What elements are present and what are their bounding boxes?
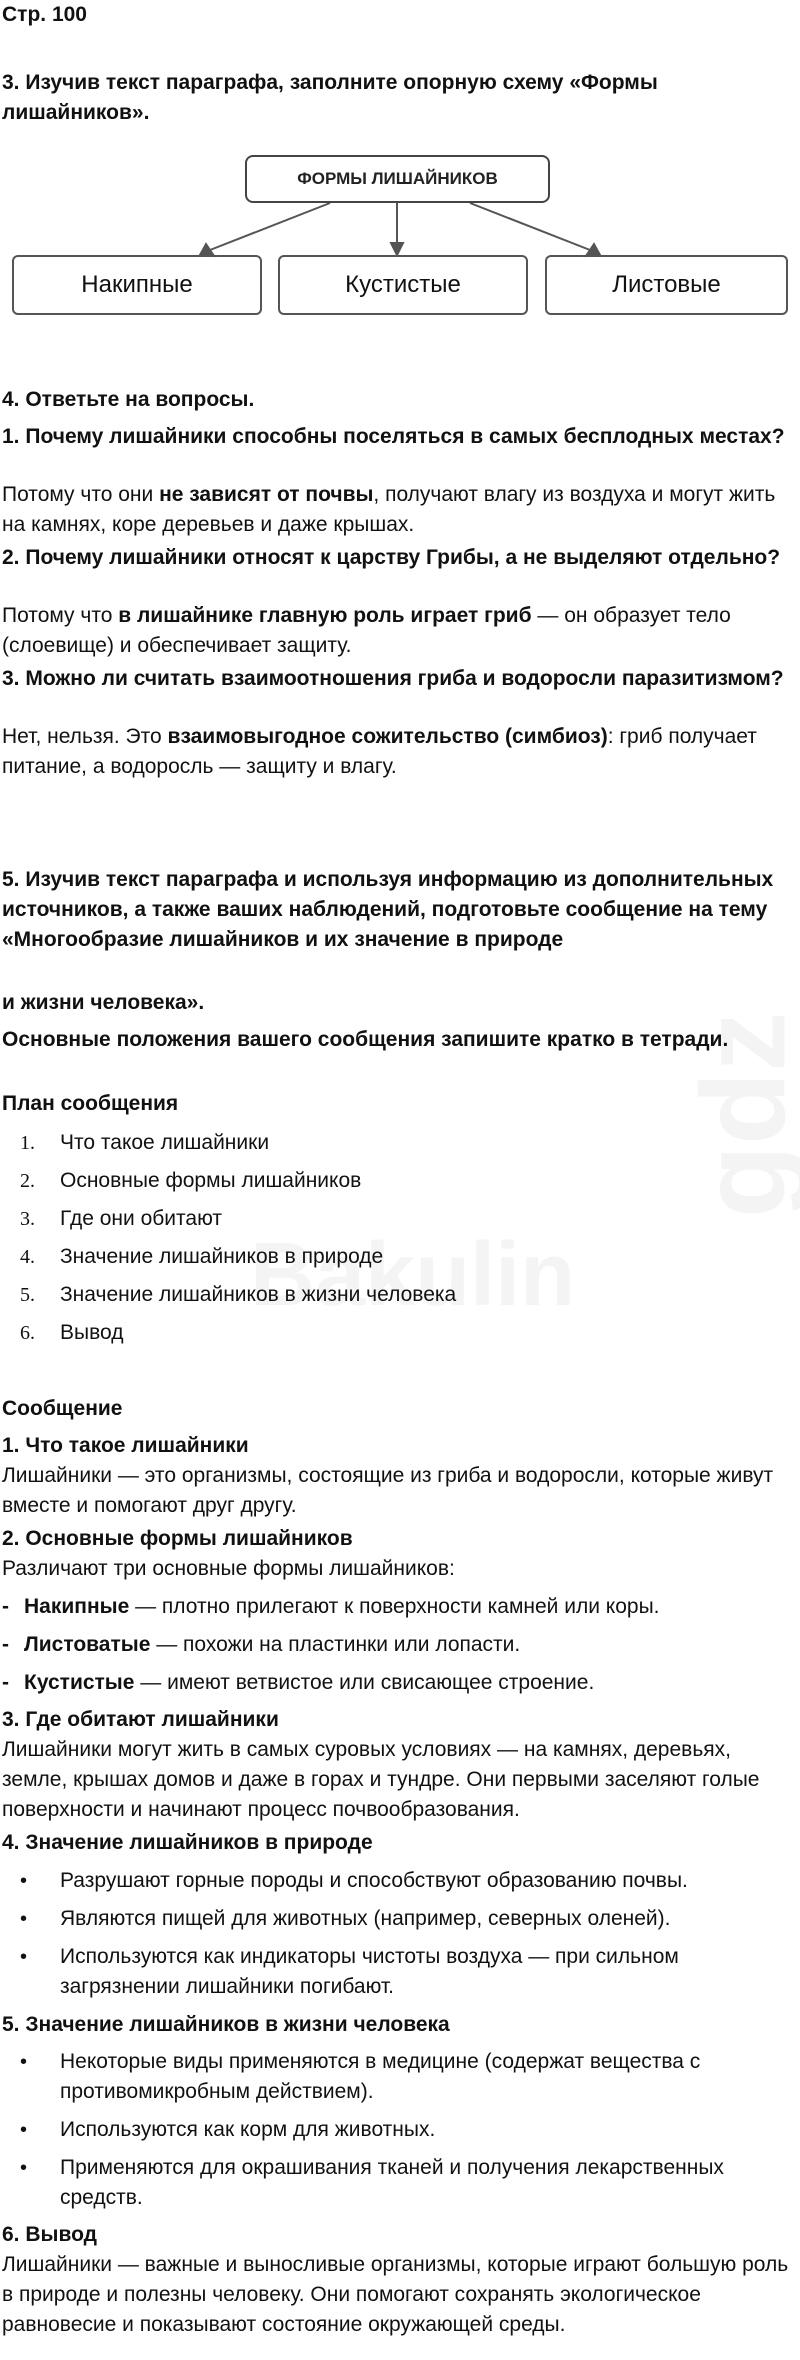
section-text: Лишайники — важные и выносливые организмы, которые играют большую роль в природе и полезны человеку. Они помогают сохранять экологическое равновесие и показывают состояние окружающей среды.	[2, 2253, 789, 2336]
question: 3. Можно ли считать взаимоотношения гриба и водоросли паразитизмом?	[2, 667, 784, 690]
page-label: Стр. 100	[2, 3, 87, 26]
message-title: Сообщение	[2, 1397, 123, 1420]
section-title: 2. Основные формы лишайников	[2, 1527, 353, 1550]
scheme-child: Листовые	[545, 255, 788, 315]
section-text: Лишайники могут жить в самых суровых условиях — на камнях, деревьях, земле, крышах домов и даже в горах и тундре. Они первыми заселяют голые поверхности и начинают процесс почвообразования.	[2, 1738, 760, 1821]
plan-list	[0, 1124, 790, 1352]
scheme-child: Накипные	[12, 255, 262, 315]
task5-heading: 5. Изучив текст параграфа и используя информацию из дополнительных источников, а также ваших наблюдений, подготовьте сообщение на тему «Многообразие лишайников и их значение в природе	[2, 868, 774, 951]
task4-heading: 4. Ответьте на вопросы.	[2, 388, 255, 411]
question: 2. Почему лишайники относят к царству Грибы, а не выделяют отдельно?	[2, 546, 781, 569]
list-item: 5. Значение лишайников в жизни человека	[20, 1283, 457, 1306]
scheme-root: ФОРМЫ ЛИШАЙНИКОВ	[245, 155, 550, 203]
plan-title: План сообщения	[2, 1092, 179, 1115]
section-title: 3. Где обитают лишайники	[2, 1708, 279, 1731]
section-title: 5. Значение лишайников в жизни человека	[2, 2013, 450, 2036]
answer: Потому что в лишайнике главную роль играет гриб — он образует тело (слоевище) и обеспечивает защиту.	[2, 604, 731, 657]
section-title: 4. Значение лишайников в природе	[2, 1831, 373, 1854]
question: 1. Почему лишайники способны поселяться в самых бесплодных местах?	[2, 425, 785, 448]
section-text: Различают три основные формы лишайников:	[2, 1557, 455, 1580]
section-text: Лишайники — это организмы, состоящие из гриба и водоросли, которые живут вместе и помогают друг другу.	[2, 1464, 774, 1517]
task5-heading: и жизни человека».	[2, 991, 205, 1014]
section-title: 6. Вывод	[2, 2223, 97, 2246]
list-item: 1. Что такое лишайники	[20, 1131, 270, 1154]
list-item: 2. Основные формы лишайников	[20, 1169, 362, 1192]
answer: Нет, нельзя. Это взаимовыгодное сожительство (симбиоз): гриб получает питание, а водоросль — защиту и влагу.	[2, 725, 757, 778]
scheme-child: Кустистые	[278, 255, 528, 315]
answer: Потому что они не зависят от почвы, получают влагу из воздуха и могут жить на камнях, коре деревьев и даже крышах.	[2, 483, 776, 536]
list-item: 3. Где они обитают	[20, 1207, 222, 1230]
task3-heading: 3. Изучив текст параграфа, заполните опорную схему «Формы лишайников».	[2, 71, 658, 124]
list-item: 6. Вывод	[20, 1321, 124, 1344]
list-item: 4. Значение лишайников в природе	[20, 1245, 384, 1268]
section-title: 1. Что такое лишайники	[2, 1434, 249, 1457]
task5-instruction: Основные положения вашего сообщения запишите кратко в тетради.	[2, 1028, 729, 1051]
